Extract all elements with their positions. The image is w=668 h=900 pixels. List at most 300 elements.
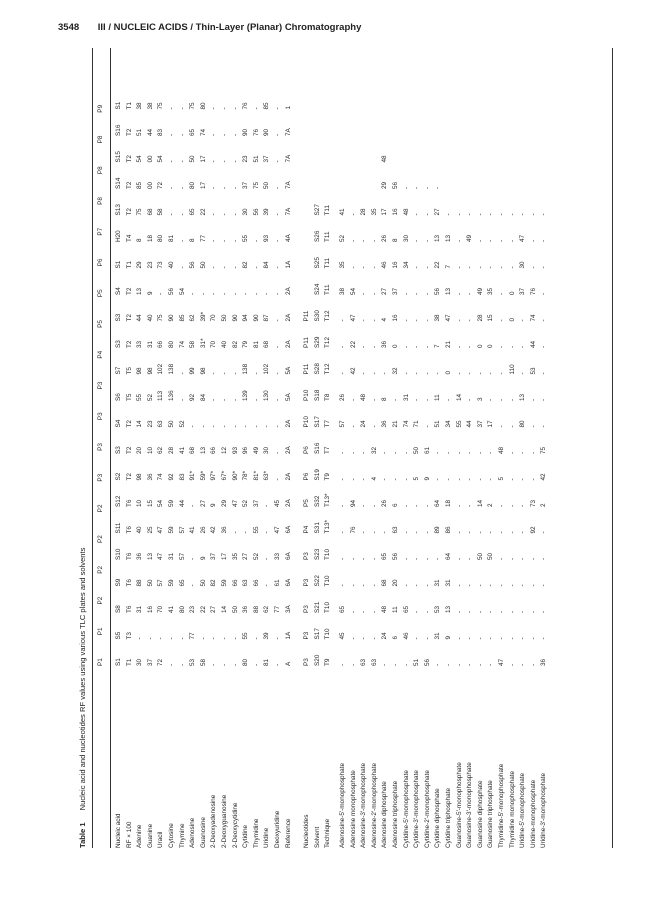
table-cell: 13 xyxy=(445,287,452,295)
table-cell: 77 xyxy=(274,605,281,613)
table-cell: 44 xyxy=(146,128,154,136)
table-cell: 29 xyxy=(381,181,389,189)
page-number: 3548 xyxy=(58,22,80,33)
table-cell: - xyxy=(381,372,389,375)
table-cell: 53 xyxy=(189,658,197,666)
table-cell: 91* xyxy=(189,470,197,481)
table-cell: - xyxy=(370,504,378,507)
row-label: Uridine-monophosphate xyxy=(529,779,537,848)
table-cell: 57 xyxy=(157,579,165,587)
table-cell: P11 xyxy=(303,337,311,348)
table-cell: 47 xyxy=(519,234,527,242)
table-cell: - xyxy=(519,637,527,640)
table-cell: - xyxy=(231,160,239,163)
table-cell: - xyxy=(360,266,368,269)
table-cell: 86 xyxy=(445,526,452,534)
table-cell: 13 xyxy=(445,234,452,242)
table-cell: S16 xyxy=(115,124,122,136)
table-cell: 29 xyxy=(221,499,228,507)
table-cell: - xyxy=(476,478,484,481)
table-cell: - xyxy=(339,372,346,375)
table-cell: 38 xyxy=(146,102,154,110)
table-cell: - xyxy=(402,504,410,507)
table-cell: - xyxy=(540,266,548,269)
table-cell: 29 xyxy=(136,261,144,269)
table-cell: 7 xyxy=(434,344,442,348)
table-cell: 98 xyxy=(136,367,144,375)
table-cell: 80 xyxy=(168,340,175,348)
row-label: 2-Deoxyadenosine xyxy=(210,794,218,848)
table-cell: 44 xyxy=(178,499,186,507)
table-cell: - xyxy=(498,584,505,587)
table-cell: - xyxy=(221,266,228,269)
table-cell: - xyxy=(466,478,474,481)
table-cell: 44 xyxy=(529,340,537,348)
table-cell: T2 xyxy=(125,287,133,295)
table-cell: - xyxy=(434,186,442,189)
table-cell: S1 xyxy=(115,658,122,666)
table-cell: - xyxy=(540,319,548,322)
table-cell: - xyxy=(263,584,271,587)
table-cell: 85 xyxy=(136,181,144,189)
table-cell: 56 xyxy=(434,287,442,295)
table-cell: - xyxy=(508,398,516,401)
row-label: Guanine xyxy=(146,823,154,848)
table-cell: - xyxy=(487,372,495,375)
table-cell: 65 xyxy=(339,605,346,613)
table-cell: P3 xyxy=(303,578,311,587)
table-cell: S9 xyxy=(115,578,122,587)
table-cell: - xyxy=(519,584,527,587)
row-label: Thymidine xyxy=(252,818,260,848)
table-cell: - xyxy=(178,160,186,163)
table-cell: 50 xyxy=(168,420,175,428)
table-cell: 7A xyxy=(284,207,292,216)
table-cell: - xyxy=(423,584,431,587)
column-header: P3 xyxy=(97,412,104,421)
table-cell: 93 xyxy=(231,446,239,454)
table-cell: - xyxy=(274,186,281,189)
table-cell: - xyxy=(519,531,527,534)
table-cell: - xyxy=(455,319,463,322)
table-cell: 52 xyxy=(339,234,346,242)
table-cell: - xyxy=(221,372,228,375)
table-cell: - xyxy=(445,478,452,481)
table-cell: - xyxy=(466,292,474,295)
table-cell: 57 xyxy=(339,420,346,428)
table-cell: 72 xyxy=(157,658,165,666)
table-cell: 23 xyxy=(189,605,197,613)
row-label: Reference xyxy=(284,818,292,848)
table-cell: 66 xyxy=(157,340,165,348)
table-cell: - xyxy=(413,266,421,269)
table-cell: 37 xyxy=(263,155,271,163)
table-cell: 97* xyxy=(210,470,218,481)
table-cell: 52 xyxy=(178,420,186,428)
table-cell: T2 xyxy=(125,420,133,428)
table-rule-bottom xyxy=(612,48,613,848)
table-cell: 30 xyxy=(242,208,250,216)
table-cell: - xyxy=(210,160,218,163)
table-cell: 68 xyxy=(146,208,154,216)
table-cell: 65 xyxy=(381,552,389,560)
table-cell: - xyxy=(339,531,346,534)
table-cell: 50 xyxy=(231,605,239,613)
table-cell: 67* xyxy=(221,470,228,481)
table-cell: - xyxy=(210,663,218,666)
table-cell: S13 xyxy=(115,204,122,216)
table-cell: 13 xyxy=(434,234,442,242)
table-cell: 35 xyxy=(231,552,239,560)
table-cell: - xyxy=(221,398,228,401)
table-cell: 37 xyxy=(392,287,399,295)
table-cell: 35 xyxy=(339,261,346,269)
table-cell: S20 xyxy=(313,654,321,666)
table-cell: 31 xyxy=(445,579,452,587)
row-label: Solvent xyxy=(313,826,321,848)
table-cell: T2 xyxy=(125,208,133,216)
table-cell: 59 xyxy=(168,526,175,534)
row-label: Adenosine-3′-monophosphate xyxy=(360,762,368,848)
table-cell: 35 xyxy=(370,208,378,216)
table-cell: - xyxy=(519,372,527,375)
table-cell: S18 xyxy=(313,389,321,401)
table-cell: 110 xyxy=(508,364,516,375)
table-cell: 65 xyxy=(189,128,197,136)
table-cell: - xyxy=(339,504,346,507)
table-cell: 47 xyxy=(157,552,165,560)
table-cell: - xyxy=(455,451,463,454)
table-cell: 90 xyxy=(252,314,260,322)
table-cell: 6 xyxy=(392,635,399,640)
column-header: P2 xyxy=(97,535,104,544)
table-cell: S17 xyxy=(313,628,321,640)
table-cell: P11 xyxy=(303,363,311,375)
table-cell: - xyxy=(136,637,144,640)
table-cell: - xyxy=(370,610,378,613)
table-cell: 28 xyxy=(476,314,484,322)
table-cell: - xyxy=(498,531,505,534)
table-cell: - xyxy=(360,451,368,454)
table-cell: 17 xyxy=(199,181,207,189)
table-cell: 42 xyxy=(349,367,357,375)
table-cell: S28 xyxy=(313,363,321,375)
table-cell: - xyxy=(455,637,463,640)
table-cell: - xyxy=(189,504,197,507)
table-cell: S8 xyxy=(115,605,122,613)
table-cell: 14 xyxy=(136,420,144,428)
table-cell: S32 xyxy=(313,495,321,507)
table-cell: 54 xyxy=(157,499,165,507)
table-cell: - xyxy=(508,610,516,613)
table-cell: T10 xyxy=(324,575,332,587)
table-cell: - xyxy=(466,610,474,613)
table-cell: 28 xyxy=(360,208,368,216)
table-cell: 18 xyxy=(146,234,154,242)
table-cell: 75 xyxy=(189,102,197,110)
table-cell: - xyxy=(210,239,218,242)
table-cell: - xyxy=(540,531,548,534)
table-cell: - xyxy=(178,637,186,640)
table-cell: - xyxy=(381,478,389,481)
table-cell: 27 xyxy=(242,552,250,560)
table-cell: - xyxy=(455,610,463,613)
table-cell: 48 xyxy=(381,605,389,613)
table-cell: - xyxy=(370,531,378,534)
table-cell: - xyxy=(519,610,527,613)
table-cell: - xyxy=(370,372,378,375)
table-cell: 51 xyxy=(413,658,421,666)
table-cell: 53 xyxy=(434,605,442,613)
table-cell: - xyxy=(466,557,474,560)
table-cell: - xyxy=(423,319,431,322)
table-cell: 47 xyxy=(157,526,165,534)
table-cell: 00 xyxy=(146,181,154,189)
table-cell: S27 xyxy=(313,204,321,216)
table-cell: - xyxy=(455,557,463,560)
table-cell: - xyxy=(360,372,368,375)
row-label: Thymidine-5′-monophosphate xyxy=(498,763,505,848)
table-cell: 138 xyxy=(242,363,250,375)
table-cell: 9 xyxy=(199,556,207,560)
table-cell: T1 xyxy=(125,658,133,666)
table-cell: 8 xyxy=(189,238,197,242)
table-cell: T9 xyxy=(324,473,332,481)
table-cell: - xyxy=(413,557,421,560)
row-label: Adenosine diphosphate xyxy=(381,781,389,848)
table-cell: 71 xyxy=(413,420,421,428)
table-cell: 42 xyxy=(540,473,548,481)
table-cell: - xyxy=(274,107,281,110)
table-cell: 2A xyxy=(284,472,292,481)
table-cell: - xyxy=(413,186,421,189)
column-header: P5 xyxy=(97,320,104,328)
table-rule-header xyxy=(110,48,111,848)
table-cell: 17 xyxy=(487,420,495,428)
table-cell: 63 xyxy=(242,579,250,587)
table-cell: - xyxy=(221,292,228,295)
table-cell: - xyxy=(508,504,516,507)
table-cell: 14 xyxy=(476,499,484,507)
table-cell: - xyxy=(168,213,175,216)
table-cell: - xyxy=(274,239,281,242)
table-cell: 41 xyxy=(189,526,197,534)
table-cell: - xyxy=(189,292,197,295)
table-cell: S24 xyxy=(313,283,321,295)
table-cell: - xyxy=(360,584,368,587)
table-cell: 81 xyxy=(168,234,175,242)
table-cell: 92 xyxy=(529,526,537,534)
table-cell: - xyxy=(423,292,431,295)
table-cell: 92 xyxy=(168,473,175,481)
table-cell: 80 xyxy=(178,605,186,613)
table-cell: - xyxy=(231,186,239,189)
table-cell: - xyxy=(455,266,463,269)
table-cell: - xyxy=(498,557,505,560)
table-cell: - xyxy=(529,584,537,587)
table-cell: 94 xyxy=(242,314,250,322)
table-cell: 73 xyxy=(157,261,165,269)
table-cell: 75 xyxy=(157,314,165,322)
table-cell: 2A xyxy=(284,313,292,322)
table-cell: T7 xyxy=(324,446,332,454)
table-cell: 2A xyxy=(284,340,292,348)
row-label: Cytidine diphosphate xyxy=(434,788,442,848)
table-cell: 138 xyxy=(168,363,175,375)
table-cell: S12 xyxy=(115,495,122,507)
table-cell: S25 xyxy=(313,257,321,269)
table-cell: T5 xyxy=(125,367,133,375)
table-cell: - xyxy=(508,557,516,560)
table-cell: 17 xyxy=(199,155,207,163)
table-cell: 77 xyxy=(189,632,197,640)
row-label: Adenosine triphosphate xyxy=(392,780,399,848)
table-cell: 78* xyxy=(242,470,250,481)
table-cell: 70 xyxy=(210,314,218,322)
table-cell: - xyxy=(476,239,484,242)
table-cell: - xyxy=(339,319,346,322)
table-cell: S14 xyxy=(115,177,122,189)
table-cell: T10 xyxy=(324,548,332,560)
table-cell: - xyxy=(252,292,260,295)
table-cell: - xyxy=(370,425,378,428)
table-cell: 61 xyxy=(423,446,431,454)
table-cell: S16 xyxy=(313,442,321,454)
table-cell: - xyxy=(413,398,421,401)
table-cell: T6 xyxy=(125,605,133,613)
table-cell: 99 xyxy=(189,367,197,375)
column-header: P1 xyxy=(97,627,104,636)
table-cell: - xyxy=(423,504,431,507)
table-cell: T8 xyxy=(324,393,332,401)
table-cell: - xyxy=(402,345,410,348)
table-cell: T2 xyxy=(125,446,133,454)
table-cell: - xyxy=(210,213,218,216)
table-cell: - xyxy=(349,610,357,613)
table-cell: 30 xyxy=(402,234,410,242)
table-cell: - xyxy=(466,319,474,322)
row-label: Uridine xyxy=(263,827,271,848)
table-cell: 80 xyxy=(199,102,207,110)
table-cell: T11 xyxy=(324,257,332,269)
table-cell: - xyxy=(263,531,271,534)
table-cell: 74 xyxy=(178,340,186,348)
table-cell: - xyxy=(360,637,368,640)
table-cell: 24 xyxy=(381,632,389,640)
table-cell: - xyxy=(349,425,357,428)
table-cell: 8 xyxy=(381,397,389,401)
table-cell: 30 xyxy=(263,446,271,454)
table-cell: S31 xyxy=(313,522,321,534)
table-cell: 35 xyxy=(487,287,495,295)
table-cell: - xyxy=(349,398,357,401)
table-cell: 76 xyxy=(529,287,537,295)
table-cell: - xyxy=(455,531,463,534)
table-cell: - xyxy=(508,451,516,454)
table-cell: 47 xyxy=(274,526,281,534)
table-cell: - xyxy=(498,372,505,375)
table-cell: - xyxy=(252,637,260,640)
table-cell: 52 xyxy=(242,499,250,507)
table-cell: 30 xyxy=(136,658,144,666)
table-cell: - xyxy=(402,584,410,587)
table-cell: - xyxy=(455,292,463,295)
table-cell: 22 xyxy=(199,605,207,613)
table-cell: 15 xyxy=(487,314,495,322)
table-cell: 57 xyxy=(178,526,186,534)
table-cell: - xyxy=(529,557,537,560)
table-cell: - xyxy=(402,372,410,375)
table-cell: 74 xyxy=(199,128,207,136)
table-cell: - xyxy=(466,372,474,375)
table-cell: - xyxy=(498,213,505,216)
table-cell: 48 xyxy=(381,155,389,163)
table-cell: 87 xyxy=(263,314,271,322)
table-cell: - xyxy=(210,107,218,110)
table-cell: - xyxy=(231,398,239,401)
table-cell: 39 xyxy=(263,632,271,640)
table-cell: S21 xyxy=(313,601,321,613)
table-cell: - xyxy=(413,213,421,216)
table-cell: 37 xyxy=(252,499,260,507)
table-rule-top xyxy=(92,48,93,848)
table-cell: 64 xyxy=(434,499,442,507)
table-cell: - xyxy=(370,319,378,322)
table-cell: 46 xyxy=(381,261,389,269)
table-cell: 70 xyxy=(157,605,165,613)
table-cell: - xyxy=(339,663,346,666)
table-cell: 54 xyxy=(349,287,357,295)
table-cell: - xyxy=(413,319,421,322)
table-label: Table 1 xyxy=(78,822,87,848)
table-cell: 63* xyxy=(263,470,271,481)
table-cell: 68 xyxy=(263,340,271,348)
table-cell: 59 xyxy=(168,579,175,587)
table-cell: 98 xyxy=(146,367,154,375)
table-cell: - xyxy=(476,213,484,216)
table-cell: - xyxy=(178,213,186,216)
table-cell: 9 xyxy=(146,291,154,295)
table-cell: 41 xyxy=(339,208,346,216)
table-cell: 36 xyxy=(381,420,389,428)
table-cell: 11 xyxy=(392,606,399,613)
table-cell: T10 xyxy=(324,628,332,640)
table-cell: - xyxy=(349,239,357,242)
table-cell: 33 xyxy=(274,552,281,560)
table-cell: 13 xyxy=(146,552,154,560)
table-cell: - xyxy=(466,398,474,401)
table-cell: 76 xyxy=(242,102,250,110)
table-cell: - xyxy=(529,610,537,613)
table-cell: 56 xyxy=(252,208,260,216)
table-cell: 7A xyxy=(284,154,292,163)
table-cell: 45 xyxy=(274,499,281,507)
table-cell: - xyxy=(178,239,186,242)
table-cell: T7 xyxy=(324,420,332,428)
table-cell: - xyxy=(423,213,431,216)
table-cell: - xyxy=(487,663,495,666)
table-cell: 65 xyxy=(402,605,410,613)
table-cell: 13 xyxy=(136,287,144,295)
table-cell: 50 xyxy=(221,314,228,322)
row-label: Adenosine-5′-monophosphate xyxy=(339,762,346,848)
table-cell: - xyxy=(519,663,527,666)
table-cell: 98 xyxy=(136,473,144,481)
table-cell: - xyxy=(434,478,442,481)
table-cell: 21 xyxy=(445,340,452,348)
table-cell: - xyxy=(157,292,165,295)
table-cell: 66 xyxy=(210,446,218,454)
